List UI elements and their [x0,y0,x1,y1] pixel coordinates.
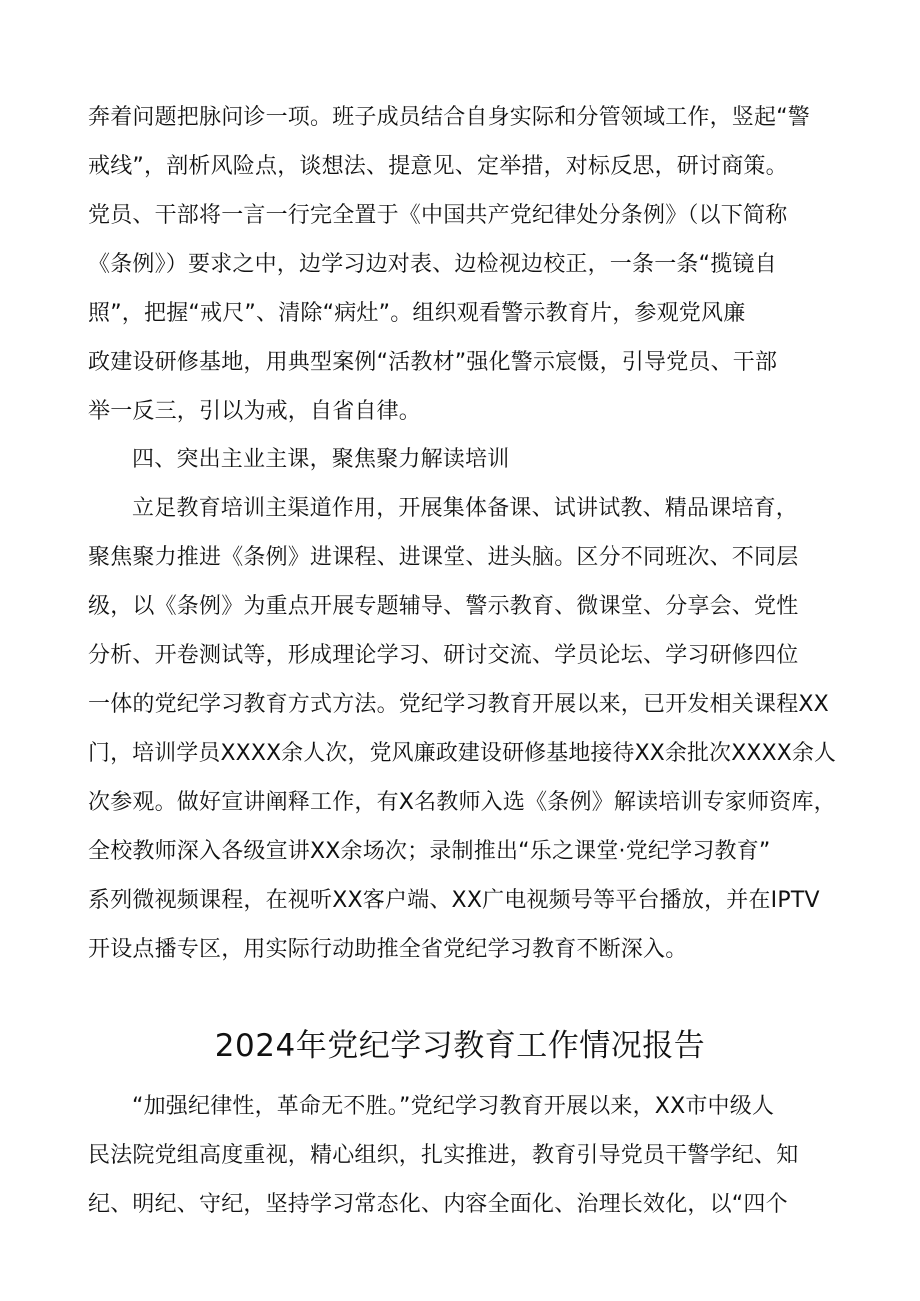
paragraph-line: 全校教师深入各级宣讲XX余场次；录制推出“乐之课堂·党纪学习教育” [88,839,771,864]
paragraph-line: 分析、开卷测试等，形成理论学习、研讨交流、学员论坛、学习研修四位 [88,643,799,668]
paragraph-line: 系列微视频课程，在视听XX客户端、XX广电视频号等平台播放，并在IPTV [88,888,820,913]
paragraph-line: 开设点播专区，用实际行动助推全省党纪学习教育不断深入。 [88,937,688,962]
paragraph-line: 举一反三，引以为戒，自省自律。 [88,399,422,424]
paragraph-line: 一体的党纪学习教育方式方法。党纪学习教育开展以来，已开发相关课程XX [88,692,829,717]
paragraph-line: 纪、明纪、守纪，坚持学习常态化、内容全面化、治理长效化，以“四个 [88,1192,788,1217]
paragraph-line: 戒线”，剖析风险点，谈想法、提意见、定举措，对标反思，研讨商策。 [88,154,788,179]
paragraph-line: 政建设研修基地，用典型案例“活教材”强化警示宸慑，引导党员、干部 [88,350,778,375]
paragraph-line: 门，培训学员XXXX余人次，党风廉政建设研修基地接待XX余批次XXXX余人 [88,741,837,766]
paragraph-line: “加强纪律性，革命无不胜。”党纪学习教育开展以来，XX市中级人 [132,1094,775,1119]
paragraph-line: 聚焦聚力推进《条例》进课程、进课堂、进头脑。区分不同班次、不同层 [88,545,799,570]
paragraph-line: 民法院党组高度重视，精心组织，扎实推进，教育引导党员干警学纪、知 [88,1143,799,1168]
paragraph-line: 党员、干部将一言一行完全置于《中国共产党纪律处分条例》（以下简称 [88,203,788,228]
section-heading: 四、突出主业主课，聚焦聚力解读培训 [132,447,510,472]
paragraph-line: 次参观。做好宣讲阐释工作，有X名教师入选《条例》解读培训专家师资库， [88,790,836,815]
paragraph-line: 立足教育培训主渠道作用，开展集体备课、试讲试教、精品课培育， [132,496,799,521]
paragraph-line: 照”，把握“戒尺”、清除“病灶”。组织观看警示教育片，参观党风廉 [88,301,746,326]
report-title: 2024年党纪学习教育工作情况报告 [214,1028,706,1064]
paragraph-line: 《条例》）要求之中，边学习边对表、边检视边校正，一条一条“揽镜自 [88,252,777,277]
paragraph-line: 级，以《条例》为重点开展专题辅导、警示教育、微课堂、分享会、党性 [88,594,799,619]
paragraph-line: 奔着问题把脉问诊一项。班子成员结合自身实际和分管领域工作，竖起“警 [88,105,810,130]
